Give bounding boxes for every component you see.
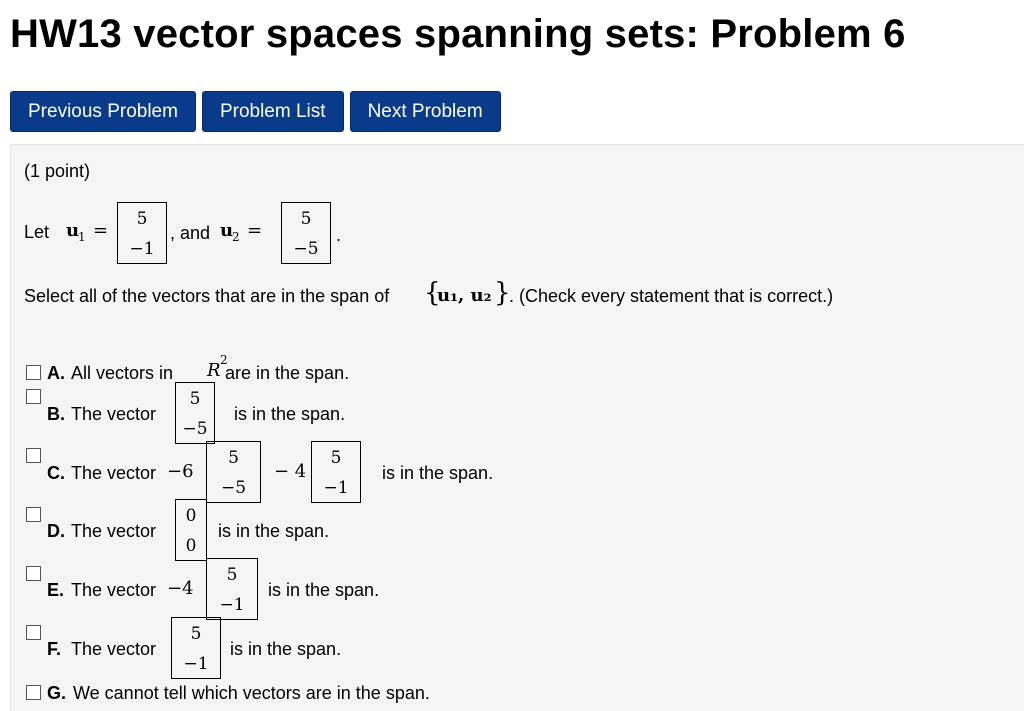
option-e-vector [206, 558, 258, 620]
option-d-text: The vector [71, 521, 157, 541]
option-b-letter-text: B. [47, 404, 65, 424]
option-c-coef: −6 [167, 461, 194, 482]
and-text: , and [170, 223, 211, 243]
set-body: u₁, u₂ [437, 285, 492, 306]
option-e-entry-1: 5 [226, 565, 238, 585]
u1-vector [117, 202, 167, 264]
option-e-checkbox[interactable] [26, 566, 41, 581]
option-c-vector-1-entry-2: −5 [220, 478, 247, 498]
u2-entry-2: −5 [293, 239, 319, 259]
option-a-space: R [207, 360, 221, 381]
option-f-entry-1: 5 [190, 624, 202, 644]
set-open-brace: { [424, 278, 441, 308]
option-e-text: The vector [71, 580, 157, 600]
option-f-checkbox[interactable] [26, 625, 41, 640]
option-c-vector-1 [206, 441, 261, 503]
option-g-letter-text: G. [47, 683, 67, 703]
option-c-vector-2-entry-2: −1 [323, 478, 349, 498]
option-b-text: The vector [71, 404, 157, 424]
option-a-suffix: are in the span. [225, 363, 350, 383]
option-f-suffix: is in the span. [230, 639, 342, 659]
option-e-entry-2: −1 [219, 595, 245, 615]
option-f-entry-2: −1 [183, 654, 209, 674]
problem-nav [10, 91, 501, 132]
option-c-checkbox[interactable] [26, 448, 41, 463]
option-a-letter [47, 363, 65, 384]
option-b-suffix: is in the span. [234, 404, 346, 424]
option-a-space-sup: 2 [220, 353, 228, 367]
u1-symbol: u [66, 220, 80, 241]
option-c-suffix: is in the span. [382, 463, 494, 483]
option-g-letter [47, 683, 66, 704]
problem-panel [10, 144, 1024, 711]
option-e-coef: −4 [167, 578, 194, 599]
option-d-entry-1: 0 [185, 506, 197, 526]
u2-entry-1: 5 [300, 209, 312, 229]
option-e-letter-text: E. [47, 580, 65, 600]
option-c-letter-text: C. [47, 463, 65, 483]
option-a-text: All vectors in [71, 363, 174, 383]
page-title: HW13 vector spaces spanning sets: Problem 6 [10, 12, 906, 56]
option-b-checkbox[interactable] [26, 389, 41, 404]
option-c-vector-2-entry-1: 5 [330, 448, 342, 468]
u2-equals: = [247, 220, 263, 241]
option-c-text: The vector [71, 463, 157, 483]
option-f-letter-text: F. [47, 639, 62, 659]
u1-subscript: 1 [78, 230, 86, 244]
option-d-letter [47, 521, 65, 542]
prompt-suffix: . (Check every statement that is correct.) [509, 286, 834, 306]
u1-entry-1: 5 [136, 209, 148, 229]
option-d-vector [175, 499, 207, 561]
option-a-checkbox[interactable] [26, 365, 41, 380]
option-f-text: The vector [71, 639, 157, 659]
option-f-vector [171, 617, 221, 679]
prompt-text: Select all of the vectors that are in the span of [24, 286, 390, 306]
next-problem-button[interactable]: Next Problem [350, 91, 501, 132]
problem-list-button[interactable]: Problem List [202, 91, 344, 132]
period: . [336, 225, 342, 245]
option-b-entry-2: −5 [182, 419, 208, 439]
u1-entry-2: −1 [129, 239, 155, 259]
option-b-letter [47, 404, 65, 425]
option-c-vector-1-entry-1: 5 [228, 448, 239, 468]
option-g-checkbox[interactable] [26, 685, 41, 700]
option-a-letter-text: A. [47, 363, 65, 383]
option-d-letter-text: D. [47, 521, 65, 541]
u2-subscript: 2 [232, 230, 240, 244]
option-g-text: We cannot tell which vectors are in the span. [73, 683, 430, 703]
option-c-letter [47, 463, 65, 484]
u2-symbol: u [220, 220, 234, 241]
option-b-entry-1: 5 [189, 389, 201, 409]
points-label: (1 point) [24, 161, 91, 181]
option-c-operator: − 4 [274, 461, 307, 482]
option-f-letter [47, 639, 61, 660]
option-b-vector [175, 382, 215, 444]
u2-vector [281, 202, 331, 264]
u1-equals: = [93, 220, 109, 241]
previous-problem-button[interactable]: Previous Problem [10, 91, 196, 132]
option-e-suffix: is in the span. [268, 580, 380, 600]
set-close-brace: } [494, 278, 511, 308]
option-e-letter [47, 580, 64, 601]
option-d-checkbox[interactable] [26, 507, 41, 522]
option-d-entry-2: 0 [185, 536, 197, 556]
option-d-suffix: is in the span. [218, 521, 330, 541]
option-c-vector-2 [311, 441, 361, 503]
let-text: Let [24, 222, 50, 242]
